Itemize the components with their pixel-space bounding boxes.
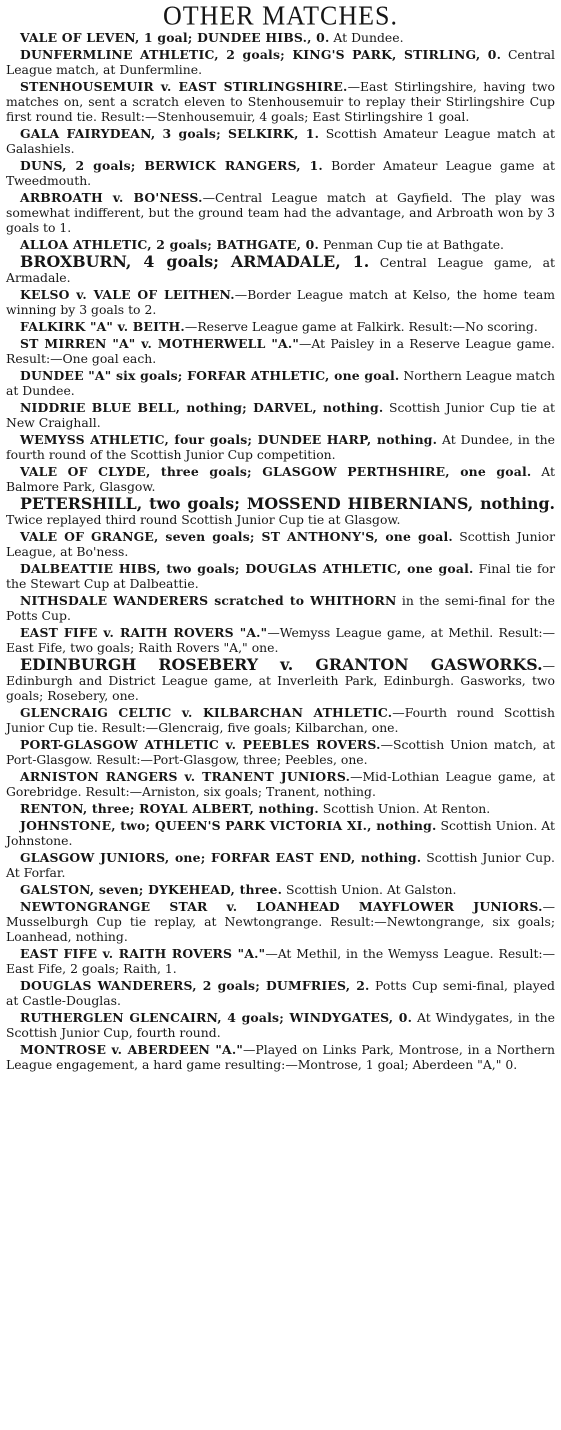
- match-report: [6, 369, 555, 399]
- match-teams: EAST FIFE v. RAITH ROVERS "A.": [20, 625, 268, 641]
- match-teams: EDINBURGH ROSEBERY v. GRANTON GASWORKS.: [20, 655, 543, 675]
- match-details: At Dundee, in the fourth round of the Scottish Junior Cup competition.: [6, 432, 555, 462]
- match-teams: VALE OF LEVEN, 1 goal; DUNDEE HIBS., 0.: [20, 30, 330, 45]
- match-details: —Musselburgh Cup tie replay, at Newtongrange. Result:—Newtongrange, six goals; Loanhead, nothing.: [6, 899, 555, 944]
- match-teams: DUNS, 2 goals; BERWICK RANGERS, 1.: [20, 158, 323, 173]
- match-details: Final tie for the Stewart Cup at Dalbeattie.: [6, 561, 555, 591]
- match-report: [6, 320, 555, 335]
- match-details: —At Methil, in the Wemyss League. Result:—East Fife, 2 goals; Raith, 1.: [6, 946, 555, 976]
- column-heading: OTHER MATCHES.: [162, 0, 398, 31]
- match-teams: GLASGOW JUNIORS, one; FORFAR EAST END, nothing.: [20, 850, 422, 866]
- match-report: [6, 465, 555, 495]
- match-teams: STENHOUSEMUIR v. EAST STIRLINGSHIRE.: [20, 79, 348, 95]
- match-report: [6, 655, 555, 704]
- match-details: —Played on Links Park, Montrose, in a Northern League engagement, a hard game resulting:—Montrose, 1 goal; Aberdeen "A," 0.: [6, 1042, 556, 1072]
- match-details: —Mid-Lothian League game, at Gorebridge. Result:—Arniston, six goals; Tranent, nothing.: [6, 769, 555, 799]
- match-report: [6, 401, 555, 431]
- match-details: —Border League match at Kelso, the home team winning by 3 goals to 2.: [6, 287, 555, 317]
- match-report: [6, 252, 555, 286]
- match-teams: KELSO v. VALE OF LEITHEN.: [20, 287, 235, 302]
- match-details: Scottish Junior Cup tie at New Craighall.: [6, 400, 555, 430]
- match-details: Central League match, at Dunfermline.: [6, 47, 556, 77]
- match-teams: NIDDRIE BLUE BELL, nothing; DARVEL, nothing.: [20, 400, 384, 416]
- match-details: Border Amateur League game at Tweedmouth.: [6, 158, 555, 188]
- match-details: At Windygates, in the Scottish Junior Cup, fourth round.: [6, 1010, 555, 1040]
- match-report: [6, 530, 555, 560]
- match-report: [6, 31, 555, 46]
- match-report: [6, 127, 555, 157]
- match-teams: WEMYSS ATHLETIC, four goals; DUNDEE HARP, nothing.: [20, 432, 438, 448]
- match-details: Penman Cup tie at Bathgate.: [319, 236, 504, 252]
- match-details: Scottish Junior League, at Bo'ness.: [6, 529, 555, 559]
- match-teams: VALE OF CLYDE, three goals; GLASGOW PERTHSHIRE, one goal.: [20, 464, 532, 480]
- match-teams: ALLOA ATHLETIC, 2 goals; BATHGATE, 0.: [20, 236, 320, 252]
- match-teams: GALA FAIRYDEAN, 3 goals; SELKIRK, 1.: [20, 126, 320, 141]
- match-report: [6, 562, 555, 592]
- match-details: —At Paisley in a Reserve League game. Result:—One goal each.: [6, 336, 555, 366]
- match-details: —Scottish Union match, at Port-Glasgow. Result:—Port-Glasgow, three; Peebles, one.: [6, 737, 555, 767]
- match-report: [6, 337, 555, 367]
- match-report: [6, 802, 555, 817]
- match-teams: PORT-GLASGOW ATHLETIC v. PEEBLES ROVERS.: [20, 737, 381, 752]
- match-teams: DUNFERMLINE ATHLETIC, 2 goals; KING'S PARK, STIRLING, 0.: [20, 47, 502, 63]
- match-reports: [6, 31, 555, 1073]
- match-teams: GALSTON, seven; DYKEHEAD, three.: [20, 882, 283, 898]
- match-teams: PETERSHILL, two goals; MOSSEND HIBERNIANS, nothing.: [20, 494, 555, 514]
- match-details: Scottish Union. At Johnstone.: [6, 818, 555, 848]
- match-details: Scottish Amateur League match at Galashiels.: [6, 126, 555, 156]
- match-report: [6, 979, 555, 1009]
- match-details: Scottish Junior Cup. At Forfar.: [6, 850, 555, 880]
- match-teams: RUTHERGLEN GLENCAIRN, 4 goals; WINDYGATES, 0.: [20, 1010, 413, 1026]
- match-report: [6, 433, 555, 463]
- match-details: —Fourth round Scottish Junior Cup tie. Result:—Glencraig, five goals; Kilbarchan, one.: [6, 705, 555, 735]
- match-details: Scottish Union. At Renton.: [318, 801, 491, 816]
- match-details: —Edinburgh and District League game, at Inverleith Park, Edinburgh. Gasworks, two goals; Rosebery, one.: [6, 658, 555, 703]
- match-details: Twice replayed third round Scottish Junior Cup tie at Glasgow.: [6, 512, 401, 527]
- match-teams: VALE OF GRANGE, seven goals; ST ANTHONY'S, one goal.: [20, 529, 453, 545]
- match-teams: FALKIRK "A" v. BEITH.: [20, 319, 185, 334]
- match-report: [6, 80, 555, 125]
- match-details: Central League game, at Armadale.: [6, 255, 555, 285]
- match-report: [6, 883, 555, 898]
- match-teams: ARBROATH v. BO'NESS.: [20, 190, 203, 205]
- match-teams: NEWTONGRANGE STAR v. LOANHEAD MAYFLOWER JUNIORS.: [20, 899, 543, 915]
- match-report: [6, 48, 555, 78]
- match-teams: GLENCRAIG CELTIC v. KILBARCHAN ATHLETIC.: [20, 705, 393, 720]
- match-details: —Central League match at Gayfield. The play was somewhat indifferent, but the ground team had the advantage, and Arbroath won by 3 goals to 1.: [6, 190, 555, 235]
- match-report: [6, 1043, 555, 1073]
- match-teams: ARNISTON RANGERS v. TRANENT JUNIORS.: [20, 769, 351, 784]
- match-report: [6, 706, 555, 736]
- match-report: [6, 494, 555, 528]
- match-teams: NITHSDALE WANDERERS scratched to WHITHORN: [20, 593, 397, 609]
- match-report: [6, 191, 555, 236]
- match-report: [6, 626, 555, 656]
- match-report: [6, 159, 555, 189]
- match-report: [6, 288, 555, 318]
- match-report: [6, 947, 555, 977]
- match-details: Northern League match at Dundee.: [6, 368, 555, 398]
- match-teams: MONTROSE v. ABERDEEN "A.": [20, 1042, 244, 1058]
- match-details: At Balmore Park, Glasgow.: [6, 464, 555, 494]
- match-teams: DOUGLAS WANDERERS, 2 goals; DUMFRIES, 2.: [20, 978, 370, 994]
- match-details: Scottish Union. At Galston.: [282, 882, 457, 898]
- match-teams: BROXBURN, 4 goals; ARMADALE, 1.: [20, 252, 370, 271]
- match-report: [6, 900, 555, 945]
- match-details: Potts Cup semi-final, played at Castle-Douglas.: [6, 978, 555, 1008]
- match-details: —East Stirlingshire, having two matches on, sent a scratch eleven to Stenhousemuir to replay their Stirlingshire Cup first round tie. Result:—Stenhousemuir, 4 goals; East Stirlingshire 1 goal.: [6, 79, 555, 124]
- match-details: in the semi-final for the Potts Cup.: [6, 593, 555, 623]
- match-teams: JOHNSTONE, two; QUEEN'S PARK VICTORIA XI., nothing.: [20, 818, 437, 834]
- match-report: [6, 819, 555, 849]
- match-teams: DUNDEE "A" six goals; FORFAR ATHLETIC, one goal.: [20, 368, 400, 384]
- match-teams: ST MIRREN "A" v. MOTHERWELL "A.": [20, 336, 299, 352]
- match-report: [6, 594, 555, 624]
- match-report: [6, 1011, 555, 1041]
- match-report: [6, 851, 555, 881]
- match-report: [6, 770, 555, 800]
- match-teams: EAST FIFE v. RAITH ROVERS "A.": [20, 946, 266, 962]
- match-teams: RENTON, three; ROYAL ALBERT, nothing.: [20, 801, 319, 816]
- match-details: —Wemyss League game, at Methil. Result:—East Fife, two goals; Raith Rovers "A," one.: [6, 625, 555, 655]
- match-report: [6, 738, 555, 768]
- match-report: [6, 238, 555, 253]
- match-details: —Reserve League game at Falkirk. Result:—No scoring.: [184, 319, 538, 334]
- match-teams: DALBEATTIE HIBS, two goals; DOUGLAS ATHLETIC, one goal.: [20, 561, 474, 577]
- match-details: At Dundee.: [329, 30, 404, 45]
